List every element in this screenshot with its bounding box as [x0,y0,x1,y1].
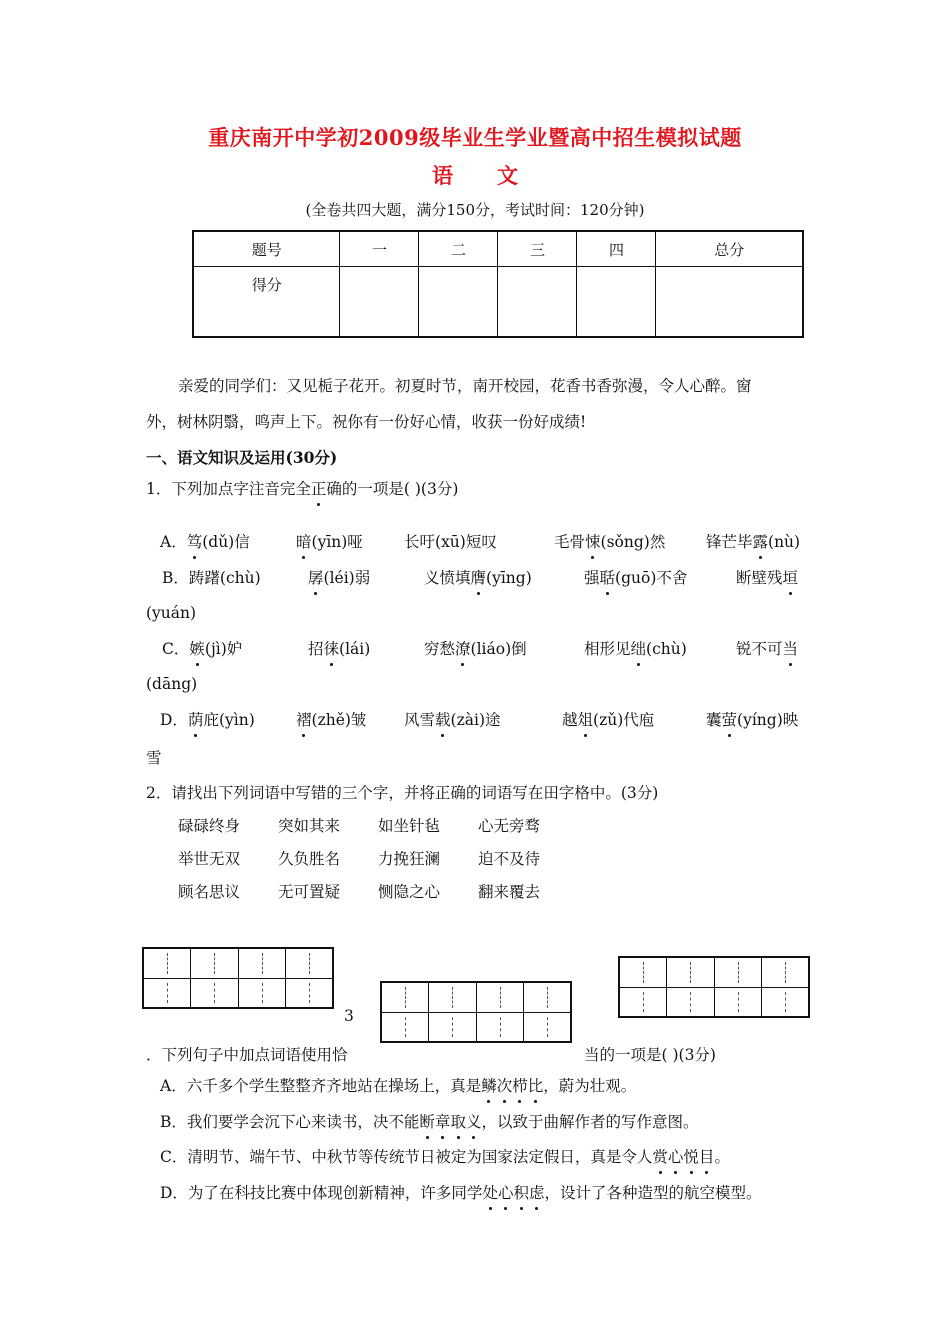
answer-grid[interactable] [142,947,334,1009]
score-header: 四 [577,231,656,267]
q1-a-item: 暗(yīn)哑 [296,530,363,552]
score-row-label: 得分 [193,267,340,338]
q2-word: 力挽狂澜 [378,850,441,868]
q3-number: 3 [344,1007,354,1025]
q2-word: 举世无双 [178,850,241,868]
q2-word: 碌碌终身 [178,817,241,835]
q2-word: 心无旁骛 [478,817,541,835]
subject-heading [0,160,950,190]
q1-b-item: 断壁残垣 [736,566,798,588]
section-heading: 一、语文知识及运用(30分) [146,448,338,467]
score-cell[interactable] [340,267,419,338]
q1-d-item: 褶(zhě)皱 [296,708,366,730]
score-header: 二 [419,231,498,267]
q3-option-b: B．我们要学会沉下心来读书，决不能断章取义，以致于曲解作者的写作意图。 [160,1110,698,1132]
q3-stem-b: 当的一项是( )(3分) [584,1046,716,1064]
score-cell[interactable] [498,267,577,338]
answer-grid[interactable] [618,956,810,1018]
q1-c-item: 锐不可当 [736,637,798,659]
exam-note: (全卷共四大题，满分150分，考试时间：120分钟) [305,201,645,219]
q1-c-item: 穷愁潦(liáo)倒 [424,637,527,659]
q2-word: 恻隐之心 [378,883,441,901]
q1-stem: 1．下列加点字注音完全正确的一项是( )(3分) [146,477,458,499]
subject-char: 文 [497,163,518,188]
q1-b-item: 孱(léi)弱 [308,566,370,588]
subject-char: 语 [432,163,453,188]
score-header: 一 [340,231,419,267]
answer-grid[interactable] [380,981,572,1043]
q1-d-cont: 雪 [146,749,162,767]
score-header: 三 [498,231,577,267]
q1-d-item: 囊萤(yíng)映 [706,708,798,730]
intro-line-2: 外，树林阴翳，鸣声上下。祝你有一份好心情，收获一份好成绩! [146,413,587,431]
q1-c-item: 相形见绌(chù) [584,637,687,659]
q1-option-c: C．嫉(jì)妒 [162,637,242,659]
q2-word: 无可置疑 [278,883,341,901]
q2-word: 迫不及待 [478,850,541,868]
score-cell[interactable] [419,267,498,338]
exam-title: 重庆南开中学初2009级毕业生学业暨高中招生模拟试题 [208,125,742,150]
score-table [192,230,804,338]
q1-b-cont: (yuán) [146,604,197,622]
q1-c-cont: (dāng) [146,675,198,693]
q1-a-item: 锋芒毕露(nù) [706,530,800,552]
dotted-phrase: 处心积虑 [482,1184,544,1202]
q2-word: 突如其来 [278,817,341,835]
q1-b-item: 强聒(guō)不舍 [584,566,687,588]
q2-word: 如坐针毡 [378,817,441,835]
q1-a-item: 长吁(xū)短叹 [404,533,497,551]
q3-option-d: D．为了在科技比赛中体现创新精神，许多同学处心积虑，设计了各种造型的航空模型。 [160,1181,762,1203]
score-cell[interactable] [656,267,803,338]
score-cell[interactable] [577,267,656,338]
q2-word: 久负胜名 [278,850,341,868]
intro-line-1: 亲爱的同学们：又见栀子花开。初夏时节，南开校园，花香书香弥漫，令人心醉。窗 [178,377,752,395]
score-header: 总分 [656,231,803,267]
q2-stem: 2．请找出下列词语中写错的三个字，并将正确的词语写在田字格中。(3分) [146,784,659,802]
q3-option-a: A．六千多个学生整整齐齐地站在操场上，真是鳞次栉比，蔚为壮观。 [160,1074,636,1096]
q1-a-item: 毛骨悚(sǒng)然 [554,530,665,552]
q2-word: 翻来覆去 [478,883,541,901]
dotted-phrase: 鳞次栉比 [481,1077,543,1095]
dotted-phrase: 赏心悦目 [652,1148,714,1166]
q1-c-item: 招徕(lái) [308,637,370,659]
q1-option-b: B．踌躇(chù) [162,569,261,587]
score-header: 题号 [193,231,340,267]
q1-d-item: 越俎(zǔ)代庖 [562,708,654,730]
q1-b-item: 义愤填膺(yīng) [424,566,532,588]
dotted-phrase: 断章取义 [419,1113,481,1131]
q3-option-c: C．清明节、端午节、中秋节等传统节日被定为国家法定假日，真是令人赏心悦目。 [160,1145,730,1167]
q1-d-item: 风雪载(zài)途 [404,708,501,730]
q3-stem-a: ．下列句子中加点词语使用恰 [146,1046,348,1064]
q1-option-d: D．荫庇(yìn) [160,708,255,730]
q1-option-a: A．笃(dǔ)信 [160,530,250,552]
q2-word: 顾名思议 [178,883,241,901]
